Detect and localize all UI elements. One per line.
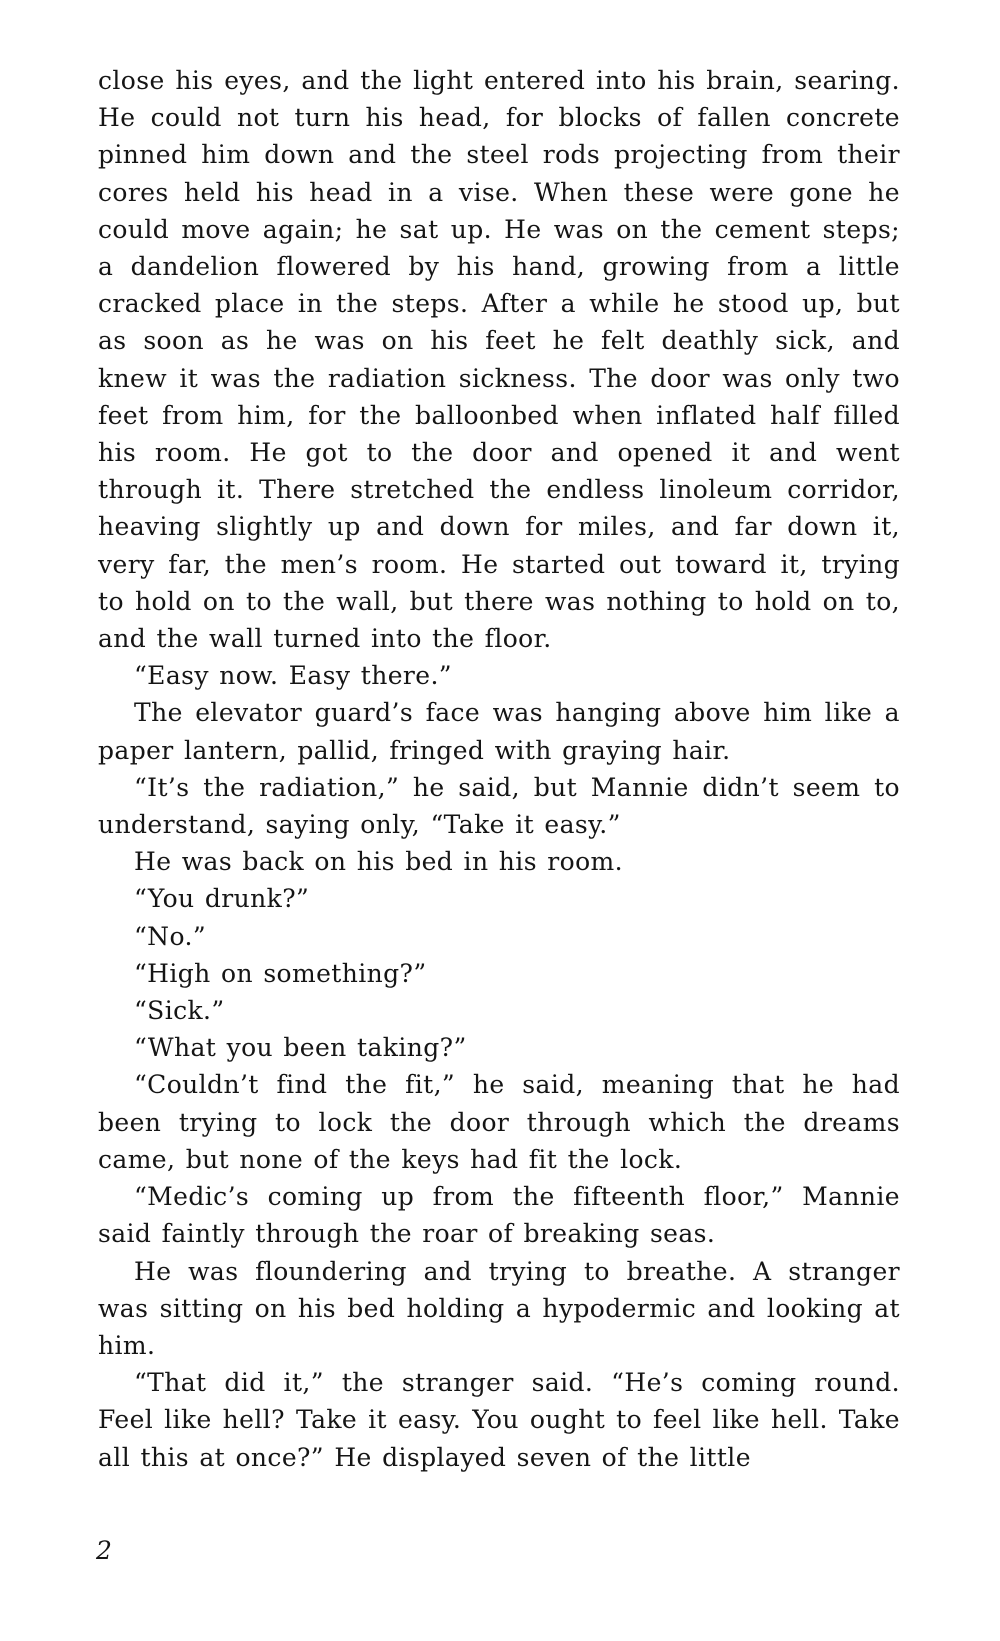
body-text [98, 62, 900, 1476]
paragraph: “What you been taking?” [134, 1033, 467, 1063]
paragraph: He was floundering and trying to breathe. A stranger was sitting on his bed holding a hypodermic and looking at him. [98, 1256, 900, 1360]
paragraph: “High on something?” [134, 958, 427, 988]
paragraph: “Couldn’t find the fit,” he said, meaning that he had been trying to lock the door through which the dreams came, but none of the keys had fit the lock. [98, 1070, 900, 1174]
paragraph: “It’s the radiation,” he said, but Mannie didn’t seem to understand, saying only, “Take it easy.” [98, 772, 900, 840]
paragraph: “Sick.” [134, 996, 225, 1026]
paragraph: He was back on his bed in his room. [134, 847, 623, 877]
paragraph: close his eyes, and the light entered into his brain, searing. He could not turn his head, for blocks of fallen concrete pinned him down and the steel rods projecting from their cores held his head in a vise. When these were gone he could move again; he sat up. He was on the cement steps; a dandelion flowered by his hand, growing from a little cracked place in the steps. After a while he stood up, but as soon as he was on his feet he felt deathly sick, and knew it was the radiation sickness. The door was only two feet from him, for the balloonbed when inflated half filled his room. He got to the door and opened it and went through it. There stretched the endless linoleum corridor, heaving slightly up and down for miles, and far down it, very far, the men’s room. He started out toward it, trying to hold on to the wall, but there was nothing to hold on to, and the wall turned into the floor. [98, 66, 900, 654]
paragraph: “You drunk?” [134, 884, 310, 914]
paragraph: The elevator guard’s face was hanging above him like a paper lantern, pallid, fringed with graying hair. [98, 698, 900, 765]
paragraph: “Easy now. Easy there.” [134, 661, 452, 691]
paragraph: “That did it,” the stranger said. “He’s coming round. Feel like hell? Take it easy. You ought to feel like hell. Take all this at once?” He displayed seven of the little [98, 1368, 900, 1472]
page-number: 2 [96, 1536, 112, 1565]
paragraph: “No.” [134, 921, 206, 951]
paragraph: “Medic’s coming up from the fifteenth floor,” Mannie said faintly through the roar of breaking seas. [98, 1182, 900, 1249]
